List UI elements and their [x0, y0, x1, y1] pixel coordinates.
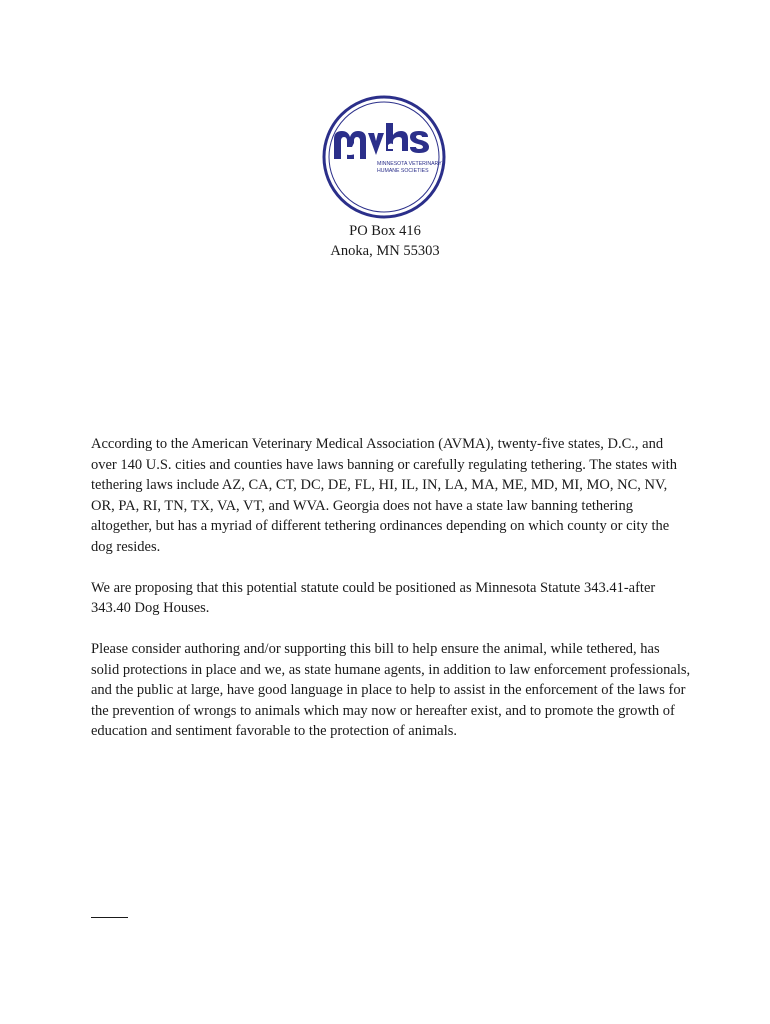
- address-line-2: Anoka, MN 55303: [330, 243, 440, 259]
- logo-tagline-line2: HUMANE SOCIETIES: [377, 168, 429, 174]
- paragraph-statute-proposal: We are proposing that this potential statute could be positioned as Minnesota Statute 343.41-after 343.40 Dog Houses.: [91, 579, 656, 616]
- organization-logo: [322, 95, 446, 219]
- paragraph-request-support: Please consider authoring and/or supporting this bill to help ensure the animal, while tethered, has solid protections in place and we, as state humane agents, in addition to law enforcement professionals, and the public at large, have good language in place to help to assist in the enforcement of the laws for the prevention of wrongs to animals which may now or hereafter exist, and to promote the growth of education and sentiment favorable to the protection of animals.: [91, 641, 691, 739]
- address-line-1: PO Box 416: [349, 223, 421, 239]
- footnote-separator: [91, 917, 128, 918]
- logo-tagline-line1: MINNESOTA VETERINARY: [377, 161, 442, 167]
- mvhs-logo-seal-icon: [322, 95, 446, 219]
- paragraph-tethering-laws: According to the American Veterinary Medical Association (AVMA), twenty-five states, D.C., and over 140 U.S. cities and counties have laws banning or carefully regulating tethering. The states with tethering laws include AZ, CA, CT, DC, DE, FL, HI, IL, IN, LA, MA, ME, MD, MI, MO, NC, NV, OR, PA, RI, TN, TX, VA, VT, and WVA. Georgia does not have a state law banning tethering altogether, but has a myriad of different tethering ordinances depending on which county or city the dog resides.: [91, 436, 678, 555]
- letter-body: [91, 434, 691, 762]
- mailing-address: [0, 221, 770, 261]
